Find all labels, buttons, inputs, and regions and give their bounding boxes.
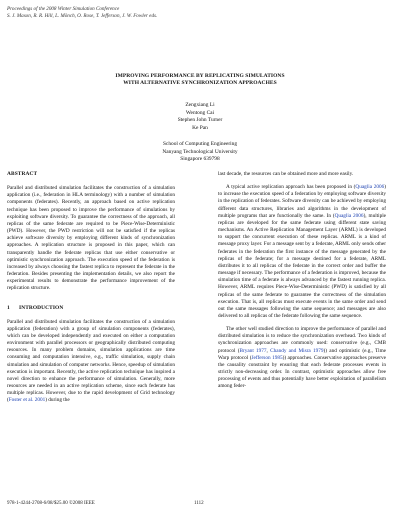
body-paragraph [218, 326, 386, 390]
intro-paragraph [7, 319, 175, 405]
proceedings-line-1: Proceedings of the 2008 Winter Simulation Conference [7, 6, 120, 12]
proceedings-editors-line: S. J. Mason, R. R. Hill, L. Mönch, O. Rose, T. Jefferson, J. W. Fowler eds. [7, 13, 158, 20]
section-title: INTRODUCTION [19, 304, 64, 311]
body-text: )) and optimistic (e.g., Time Warp protocol ( [218, 347, 387, 361]
proceedings-header [7, 6, 157, 20]
body-text: ), multiple replicas are developed for the same federate using different state saving mechanisms. An Active Replication Management Layer (ARML) is developed to support the concurrent execution of these replicas. ARML is a kind of message proxy layer. For a message sent by a federate, ARML only sends other federates in the federation the first instance of the message generated by the replicas of the federate; for a message destined for a federate, ARML distributes it to all replicas of the federate in the correct order and buffer the message if necessary. The performance of a federation is improved, because the simulation time of a federate is always advanced by the fastest running replica. However, ARML requires Piece-Wise-Deterministic (PWD) is satisfied by all replicas of the same federate to guarantee the correctness of the simulation execution. That is, all replicas must execute events in the same order and send out the same messages following the same sequence; and messages are also delivered to all replicas of the federate following the same sequence. [218, 212, 386, 319]
copyright-footer: 978-1-4244-2708-6/08/$25.00 ©2008 IEEE [7, 501, 95, 506]
abstract-text: Parallel and distributed simulation facilitates the construction of a simulation application (i.e., federation in HLA terminology) with a number of simulation components (federates). Recently, an approach based on active replication technique has been proposed to improve the performance of simulations by exploiting software diversity. To guarantee the correctness of the approach, all replicas of the same federate are required to be Piece-Wise-Deterministic (PWD). However, the PWD restriction will not be satisfied if the replicas achieve software diversity by employing different kinds of synchronization approaches. A replication structure is proposed in this paper, which can transparently handle the federate replicas that use either conservative or optimistic synchronization approach. The execution speed of the federation is increased by always choosing the fastest replica to represent the federate in the federation. Besides presenting the implementation details, we also report the experimental results to demonstrate the performance improvement of the replication structure. [7, 185, 175, 292]
author-name: Stephen John Turner [177, 117, 223, 124]
citation-link[interactable]: Quaglia 2006 [355, 184, 385, 191]
abstract-heading: ABSTRACT [7, 171, 38, 177]
body-text: ) during the [45, 397, 70, 404]
paper-title-line-2: WITH ALTERNATIVE SYNCHRONIZATION APPROACHES [123, 80, 277, 87]
body-text: Parallel and distributed simulation facilitates the construction of a simulation application (federation) with a group of simulation components (federates), which can be developed independently and executed on either a computation environment with parallel processors or geographically distributed computing resources. In many problem domains, simulation applications are time consuming and computation intensive, e.g., traffic simulation, supply chain simulation and simulation of computer networks. Hence, speedup of simulation execution is important. Recently, the active replication technique has inspired a novel direction to enhance the performance of simulation. Generally, more resources are needed in an active replication scheme, since each federate has multiple replicas. However, due to the rapid development of Grid technology ( [7, 318, 175, 404]
affiliation-line: Nanyang Technological University [162, 148, 238, 155]
paper-title-line-1: IMPROVING PERFORMANCE BY REPLICATING SIMULATIONS [115, 73, 285, 79]
section-number: 1 [7, 304, 10, 311]
author-name: Wentong Cai [185, 109, 215, 116]
affiliation-line: School of Computing Engineering [162, 141, 238, 147]
affiliation-line: Singapore 639798 [180, 156, 220, 163]
body-text: )) approaches. Conservative approaches preserve the causality constraint by ensuring that each federate processes events in strictly non-decreasing order. In contrast, optimistic approaches allow free processing of events and thus potentially have better exploitation of parallelism among feder- [218, 354, 387, 390]
citation-link[interactable]: Jefferson 1985 [251, 354, 283, 361]
citation-link[interactable]: Foster et al. 2001 [8, 397, 46, 404]
author-name: Zengxiang Li [185, 102, 215, 108]
citation-link[interactable]: Bryant 1977 [239, 347, 267, 354]
body-text: The other well studied direction to improve the performance of parallel and distributed simulation is to reduce the synchronization overhead. Two kinds of synchronization approaches are commonly used: conservative (e.g., CMB protocol ( [218, 326, 386, 354]
section-heading-introduction [7, 305, 175, 312]
left-column [7, 171, 175, 411]
right-column [218, 171, 386, 397]
body-paragraph [218, 184, 386, 320]
affiliation [0, 141, 400, 164]
page-number: 1112 [194, 501, 204, 506]
body-text: , [266, 347, 271, 354]
continued-paragraph: last decade, the resources can be obtained more and more easily. [218, 171, 354, 177]
author-list [0, 102, 400, 132]
author-name: Ke Pan [192, 124, 208, 131]
paper-title [0, 73, 400, 88]
body-text: A typical active replication approach has been proposed in ( [226, 184, 356, 191]
citation-link[interactable]: Chandy and Misra 1979 [270, 347, 324, 354]
citation-link[interactable]: Quaglia 2006 [334, 212, 364, 219]
body-text: ) to increase the execution speed of a federation by employing software diversity in the replication of federates. Software diversity can be achieved by employing different data structures, libraries and algorithms in the development of multiple programs that are functionally the same. In ( [218, 184, 387, 219]
